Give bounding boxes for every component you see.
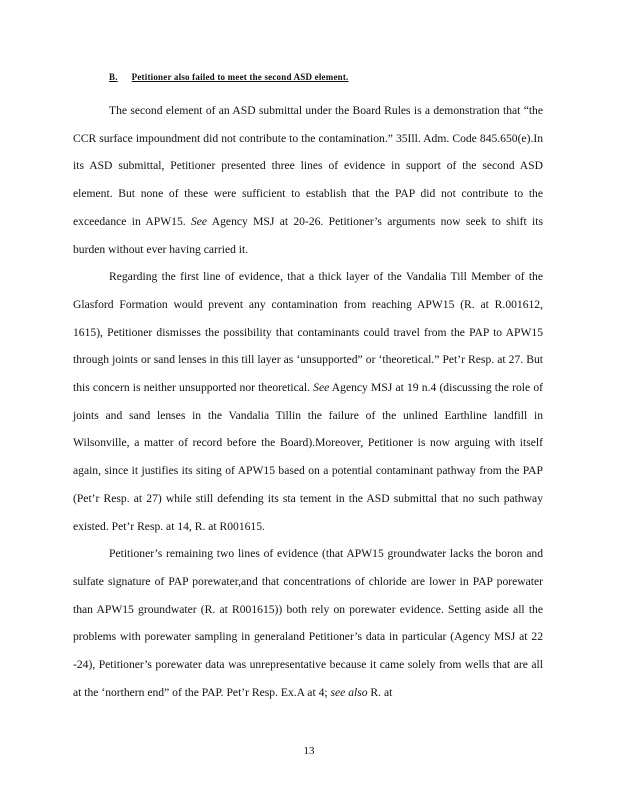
section-letter: B. — [109, 72, 118, 82]
paragraph-3-text-b: R. at — [367, 685, 393, 699]
page-number: 13 — [303, 745, 315, 757]
paragraph-1 — [73, 97, 543, 263]
paragraph-3-signal: see also — [330, 685, 368, 699]
body-text — [73, 97, 543, 706]
paragraph-3-text-a: Petitioner’s remaining two lines of evidence (that APW15 groundwater lacks the boron and sulfate signature of PAP porewater,and that concentrations of chloride are lower in PAP porewater than APW15 groundwater (R. at R001615)) both rely on porewater evidence. Setting aside all the problems with porewater sampling in generaland Petitioner’s data in particular (Agency MSJ at 22 -24), Petitioner’s porewater data was unrepresentative because it came solely from wells that are all at the ‘northern end” of the PAP. Pet’r Resp. Ex.A at 4; — [73, 547, 543, 699]
paragraph-1-signal: See — [190, 214, 208, 228]
section-heading-text: Petitioner also failed to meet the second ASD element. — [131, 72, 349, 82]
paragraph-2 — [73, 263, 543, 540]
section-heading — [109, 72, 349, 82]
paragraph-3 — [73, 540, 543, 706]
paragraph-1-text-b: Agency MSJ at 20-26. Petitioner’s arguments now seek to shift its burden without ever having carried it. — [73, 214, 543, 256]
paragraph-1-text-a: The second element of an ASD submittal under the Board Rules is a demonstration that “the CCR surface impoundment did not contribute to the contamination.” 35Ill. Adm. Code 845.650(e).In its ASD submittal, Petitioner presented three lines of evidence in support of the second ASD element. But none of these were sufficient to establish that the PAP did not contribute to the exceedance in APW15. — [73, 104, 543, 228]
paragraph-2-signal: See — [313, 381, 330, 395]
paragraph-2-text-a: Regarding the first line of evidence, that a thick layer of the Vandalia Till Member of the Glasford Formation would prevent any contamination from reaching APW15 (R. at R.001612, 1615), Petitioner dismisses the possibility that contaminants could travel from the PAP to APW15 through joints or sand lenses in this till layer as ‘unsupported” or ‘theoretical.” Pet’r Resp. at 27. But this concern is neither unsupported nor theoretical. — [73, 270, 543, 395]
paragraph-2-text-b: Agency MSJ at 19 n.4 (discussing the role of joints and sand lenses in the Vandalia Tillin the failure of the unlined Earthline landfill in Wilsonville, a matter of record before the Board).Moreover, Petitioner is now arguing with itself again, since it justifies its siting of APW15 based on a potential contaminant pathway from the PAP (Pet’r Resp. at 27) while still defending its sta tement in the ASD submittal that no such pathway existed. Pet’r Resp. at 14, R. at R001615. — [73, 381, 543, 533]
